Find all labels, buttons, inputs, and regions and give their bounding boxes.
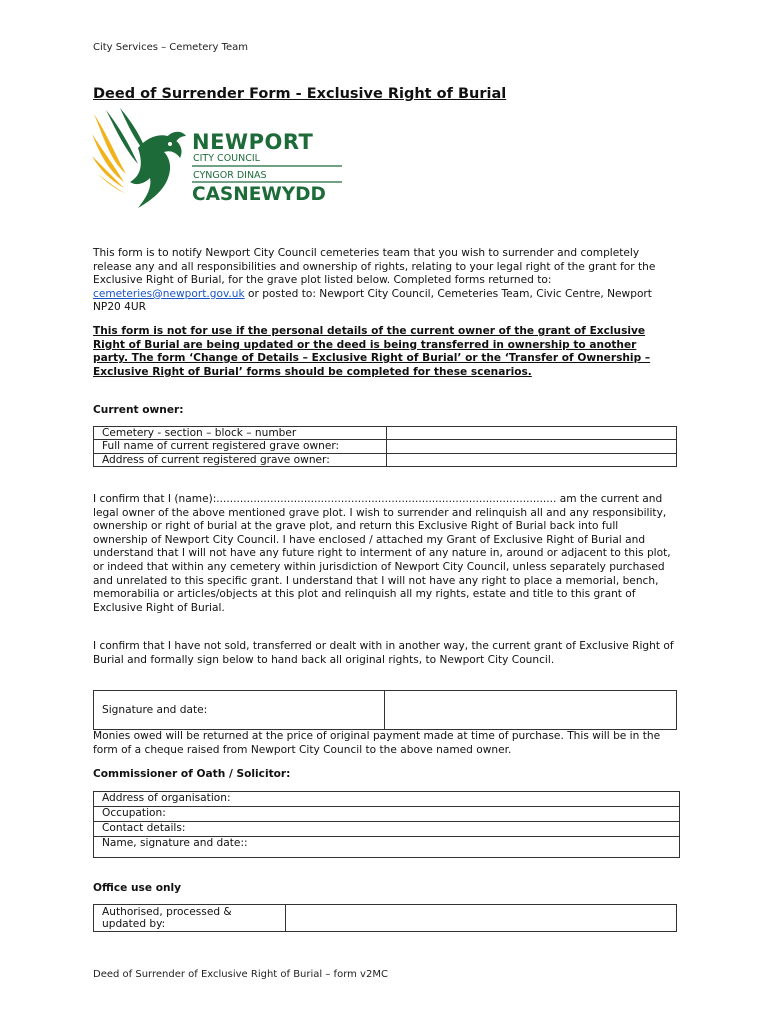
current-owner-label: Current owner: <box>93 404 184 416</box>
authorised-field[interactable] <box>286 905 677 932</box>
logo-text-city-council: CITY COUNCIL <box>193 153 260 164</box>
table-cell-label: Full name of current registered grave owner: <box>94 440 387 453</box>
current-owner-table <box>93 426 677 467</box>
table-row <box>94 440 677 453</box>
organisation-address-field[interactable]: Address of organisation: <box>94 792 680 807</box>
monies-paragraph: Monies owed will be returned at the price of original payment made at time of purchase. This will be in the form of a cheque raised from Newport City Council to the above named owner. <box>93 730 661 756</box>
table-row <box>94 427 677 440</box>
logo-text-newport: NEWPORT <box>192 130 314 154</box>
council-logo <box>90 108 350 214</box>
logo-text-cyngor-dinas: CYNGOR DINAS <box>193 170 267 181</box>
occupation-field[interactable]: Occupation: <box>94 807 680 822</box>
authorised-label: Authorised, processed & updated by: <box>94 905 286 932</box>
page-title: Deed of Surrender Form - Exclusive Right of Burial <box>93 86 507 102</box>
owner-address-field[interactable] <box>387 453 677 466</box>
office-use-label: Office use only <box>93 882 182 894</box>
owner-name-field[interactable] <box>387 440 677 453</box>
commissioner-table <box>93 791 680 858</box>
confirmation-paragraph-1: I confirm that I (name):..................................................................................................... am the current and legal owner of the above mentioned grave plot. I wish to surrender and relinquish all and any responsibility, ownership or right of burial at the grave plot, and return this Exclusive Right of Burial back into full ownership of Newport City Council. I have enclosed / attached my Grant of Exclusive Right of Burial and understand that I will not have any future right to interment of any nature in, around or adjacent to this plot, or indeed that within any cemetery within jurisdiction of Newport City Council, unless separately purchased and unrelated to this specific grant. I understand that I will not have any right to place a memorial, bench, memorabilia or articles/objects at this plot and relinquish all my rights, estate and title to this grant of Exclusive Right of Burial. <box>93 493 671 614</box>
table-row <box>94 905 677 932</box>
intro-text-after: or posted to: Newport City Council, Cemeteries Team, Civic Centre, Newport NP20 4UR <box>93 287 652 314</box>
table-cell-label: Cemetery - section – block – number <box>94 427 387 440</box>
table-row[interactable] <box>94 822 680 837</box>
signature-field[interactable] <box>385 691 677 730</box>
table-cell-label: Address of current registered grave owner: <box>94 453 387 466</box>
warning-notice: This form is not for use if the personal details of the current owner of the grant of Exclusive Right of Burial are being updated or the deed is being transferred in ownership to another party. The form ‘Change of Details – Exclusive Right of Burial’ or the ‘Transfer of Ownership – Exclusive Right of Burial’ forms should be completed for these scenarios. <box>93 325 651 378</box>
signature-table <box>93 690 677 730</box>
email-link[interactable]: cemeteries@newport.gov.uk <box>93 287 245 300</box>
intro-text: This form is to notify Newport City Council cemeteries team that you wish to surrender and completely release any and all responsibilities and ownership of rights, relating to your legal right of the grant for the Exclusive Right of Burial, for the grave plot listed below. Completed forms returned to: <box>93 247 656 287</box>
table-row <box>94 453 677 466</box>
table-row <box>94 691 677 730</box>
contact-details-field[interactable]: Contact details: <box>94 822 680 837</box>
commissioner-label: Commissioner of Oath / Solicitor: <box>93 768 291 780</box>
confirmation-paragraph-2: I confirm that I have not sold, transferred or dealt with in another way, the current grant of Exclusive Right of Burial and formally sign below to hand back all original rights, to Newport City Council. <box>93 640 674 666</box>
signature-label: Signature and date: <box>94 691 385 730</box>
page-header: City Services – Cemetery Team <box>93 42 249 53</box>
logo-text-casnewydd: CASNEWYDD <box>192 184 326 205</box>
table-row[interactable] <box>94 807 680 822</box>
table-row[interactable] <box>94 837 680 858</box>
table-row[interactable] <box>94 792 680 807</box>
intro-paragraph <box>93 247 675 315</box>
page-footer: Deed of Surrender of Exclusive Right of Burial – form v2MC <box>93 969 388 980</box>
name-signature-date-field[interactable]: Name, signature and date:: <box>94 837 680 858</box>
office-use-table <box>93 904 677 932</box>
cemetery-section-field[interactable] <box>387 427 677 440</box>
